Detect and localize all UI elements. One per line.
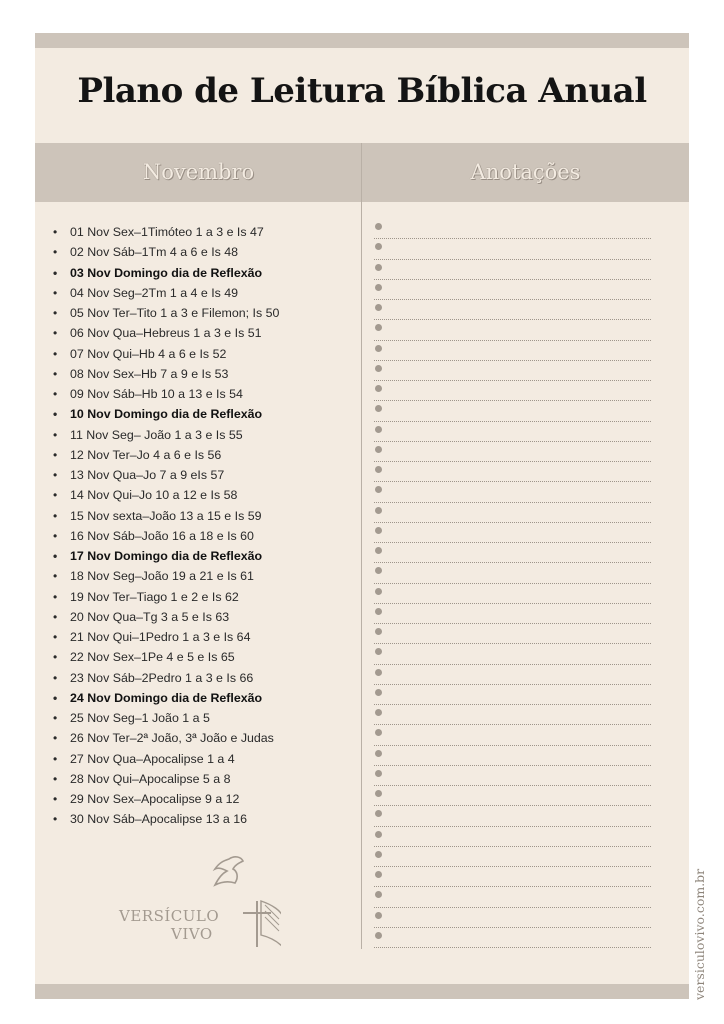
note-dot-icon [375, 527, 382, 534]
note-line[interactable] [374, 584, 651, 604]
bullet-icon: • [53, 731, 58, 746]
reading-item [53, 364, 353, 384]
note-dot-icon [375, 871, 382, 878]
note-dot-icon [375, 284, 382, 291]
reading-item [53, 485, 353, 505]
reading-item [53, 263, 353, 283]
note-dot-icon [375, 932, 382, 939]
top-band [35, 33, 689, 48]
bullet-icon: • [53, 549, 58, 563]
reading-text: 11 Nov Seg– João 1 a 3 e Is 55 [70, 427, 243, 442]
column-header-row [35, 143, 689, 202]
bullet-icon: • [53, 670, 58, 685]
bullet-icon: • [53, 387, 58, 401]
bullet-icon: • [53, 812, 58, 827]
note-dot-icon [375, 669, 382, 676]
note-dot-icon [375, 912, 382, 919]
note-dot-icon [375, 891, 382, 898]
bullet-icon: • [53, 589, 58, 604]
reading-item [53, 668, 353, 688]
reading-item [53, 404, 353, 424]
bullet-icon: • [53, 366, 58, 381]
reading-text: 02 Nov Sáb–1Tm 4 a 6 e Is 48 [70, 245, 239, 260]
notes-header: Anotações [470, 160, 581, 184]
reading-text: 17 Nov Domingo dia de Reflexão [70, 549, 263, 563]
note-dot-icon [375, 365, 382, 372]
note-line[interactable] [374, 827, 651, 847]
note-dot-icon [375, 507, 382, 514]
bullet-icon: • [53, 630, 58, 644]
note-line[interactable] [374, 260, 651, 280]
bullet-icon: • [53, 245, 58, 260]
reading-item [53, 546, 353, 566]
note-line[interactable] [374, 624, 651, 644]
note-line[interactable] [374, 543, 651, 563]
reading-item [53, 809, 353, 829]
reading-item [53, 323, 353, 343]
reading-text: 27 Nov Qua–Apocalipse 1 a 4 [70, 751, 235, 766]
note-dot-icon [375, 385, 382, 392]
note-dot-icon [375, 324, 382, 331]
note-dot-icon [375, 831, 382, 838]
reading-item [53, 344, 353, 364]
note-line[interactable] [374, 928, 651, 948]
bullet-icon: • [53, 447, 58, 462]
note-line[interactable] [374, 604, 651, 624]
reading-text: 04 Nov Seg–2Tm 1 a 4 e Is 49 [70, 285, 239, 300]
reading-item [53, 728, 353, 748]
reading-text: 26 Nov Ter–2ª João, 3ª João e Judas [70, 731, 274, 746]
reading-item [53, 303, 353, 323]
reading-list [53, 222, 353, 830]
notes-area [374, 219, 651, 948]
reading-text: 01 Nov Sex–1Timóteo 1 a 3 e Is 47 [70, 225, 264, 239]
bullet-icon: • [53, 508, 58, 523]
bullet-icon: • [53, 690, 58, 705]
note-dot-icon [375, 648, 382, 655]
note-dot-icon [375, 770, 382, 777]
reading-text: 18 Nov Seg–João 19 a 21 e Is 61 [70, 569, 254, 584]
note-line[interactable] [374, 563, 651, 583]
bullet-icon: • [53, 306, 58, 320]
reading-text: 23 Nov Sáb–2Pedro 1 a 3 e Is 66 [70, 670, 254, 685]
logo [111, 851, 281, 951]
note-line[interactable] [374, 341, 651, 361]
bullet-icon: • [53, 792, 58, 806]
reading-text: 24 Nov Domingo dia de Reflexão [70, 690, 263, 705]
bullet-icon: • [53, 751, 58, 766]
note-line[interactable] [374, 806, 651, 826]
note-dot-icon [375, 628, 382, 635]
note-line[interactable] [374, 381, 651, 401]
bullet-icon: • [53, 265, 58, 280]
note-line[interactable] [374, 361, 651, 381]
note-dot-icon [375, 466, 382, 473]
reading-item [53, 506, 353, 526]
bullet-icon: • [53, 488, 58, 503]
note-line[interactable] [374, 280, 651, 300]
reading-item [53, 222, 353, 242]
note-dot-icon [375, 223, 382, 230]
note-line[interactable] [374, 887, 651, 907]
reading-item [53, 526, 353, 546]
bullet-icon: • [53, 427, 58, 442]
reading-item [53, 708, 353, 728]
reading-item [53, 749, 353, 769]
reading-text: 25 Nov Seg–1 João 1 a 5 [70, 711, 210, 725]
reading-item [53, 242, 353, 262]
note-line[interactable] [374, 523, 651, 543]
note-dot-icon [375, 446, 382, 453]
note-line[interactable] [374, 725, 651, 745]
reading-text: 28 Nov Qui–Apocalipse 5 a 8 [70, 771, 231, 786]
note-line[interactable] [374, 705, 651, 725]
note-dot-icon [375, 405, 382, 412]
reading-text: 30 Nov Sáb–Apocalipse 13 a 16 [70, 812, 248, 827]
note-line[interactable] [374, 665, 651, 685]
reading-item [53, 769, 353, 789]
bullet-icon: • [53, 711, 58, 725]
bullet-icon: • [53, 326, 58, 341]
note-dot-icon [375, 689, 382, 696]
note-line[interactable] [374, 786, 651, 806]
logo-text-line2: VIVO [171, 925, 213, 943]
reading-item [53, 688, 353, 708]
reading-text: 14 Nov Qui–Jo 10 a 12 e Is 58 [70, 488, 238, 503]
note-line[interactable] [374, 685, 651, 705]
reading-text: 15 Nov sexta–João 13 a 15 e Is 59 [70, 508, 262, 523]
note-line[interactable] [374, 867, 651, 887]
note-dot-icon [375, 426, 382, 433]
bullet-icon: • [53, 346, 58, 361]
reading-text: 29 Nov Sex–Apocalipse 9 a 12 [70, 792, 240, 806]
bullet-icon: • [53, 225, 58, 239]
website-watermark [690, 840, 710, 1000]
note-dot-icon [375, 790, 382, 797]
reading-text: 13 Nov Qua–Jo 7 a 9 eIs 57 [70, 468, 225, 482]
note-line[interactable] [374, 644, 651, 664]
bullet-icon: • [53, 468, 58, 482]
bullet-icon: • [53, 407, 58, 422]
bullet-icon: • [53, 285, 58, 300]
bottom-band [35, 984, 689, 999]
reading-text: 07 Nov Qui–Hb 4 a 6 e Is 52 [70, 346, 227, 361]
reading-text: 12 Nov Ter–Jo 4 a 6 e Is 56 [70, 447, 222, 462]
note-line[interactable] [374, 746, 651, 766]
bullet-icon: • [53, 609, 58, 624]
bullet-icon: • [53, 528, 58, 543]
note-line[interactable] [374, 239, 651, 259]
bullet-icon: • [53, 569, 58, 584]
note-line[interactable] [374, 300, 651, 320]
bullet-icon: • [53, 771, 58, 786]
reading-item [53, 445, 353, 465]
reading-item [53, 465, 353, 485]
note-dot-icon [375, 729, 382, 736]
note-line[interactable] [374, 422, 651, 442]
reading-item [53, 283, 353, 303]
reading-item [53, 789, 353, 809]
column-divider [361, 143, 362, 949]
reading-text: 08 Nov Sex–Hb 7 a 9 e Is 53 [70, 366, 229, 381]
note-line[interactable] [374, 320, 651, 340]
reading-item [53, 384, 353, 404]
note-dot-icon [375, 810, 382, 817]
reading-item [53, 627, 353, 647]
note-dot-icon [375, 588, 382, 595]
reading-text: 16 Nov Sáb–João 16 a 18 e Is 60 [70, 528, 254, 543]
reading-text: 05 Nov Ter–Tito 1 a 3 e Filemon; Is 50 [70, 306, 280, 320]
reading-text: 20 Nov Qua–Tg 3 a 5 e Is 63 [70, 609, 230, 624]
note-line[interactable] [374, 503, 651, 523]
reading-text: 19 Nov Ter–Tiago 1 e 2 e Is 62 [70, 589, 239, 604]
note-dot-icon [375, 486, 382, 493]
note-dot-icon [375, 304, 382, 311]
reading-text: 22 Nov Sex–1Pe 4 e 5 e Is 65 [70, 650, 235, 665]
note-dot-icon [375, 264, 382, 271]
note-line[interactable] [374, 462, 651, 482]
reading-text: 21 Nov Qui–1Pedro 1 a 3 e Is 64 [70, 630, 251, 644]
month-header: Novembro [142, 160, 255, 184]
website-text: versiculovivo.com.br [692, 868, 707, 1000]
reading-item [53, 607, 353, 627]
reading-text: 03 Nov Domingo dia de Reflexão [70, 265, 263, 280]
reading-item [53, 647, 353, 667]
note-dot-icon [375, 243, 382, 250]
note-dot-icon [375, 709, 382, 716]
note-line[interactable] [374, 766, 651, 786]
reading-text: 10 Nov Domingo dia de Reflexão [70, 407, 263, 422]
page-title: Plano de Leitura Bíblica Anual [77, 71, 647, 111]
note-line[interactable] [374, 401, 651, 421]
bullet-icon: • [53, 650, 58, 665]
reading-item [53, 425, 353, 445]
note-line[interactable] [374, 482, 651, 502]
logo-text-line1: VERSÍCULO [119, 907, 220, 925]
note-line[interactable] [374, 442, 651, 462]
note-dot-icon [375, 547, 382, 554]
note-dot-icon [375, 345, 382, 352]
note-dot-icon [375, 567, 382, 574]
note-line[interactable] [374, 908, 651, 928]
reading-text: 06 Nov Qua–Hebreus 1 a 3 e Is 51 [70, 326, 262, 341]
note-dot-icon [375, 750, 382, 757]
note-line[interactable] [374, 847, 651, 867]
reading-text: 09 Nov Sáb–Hb 10 a 13 e Is 54 [70, 387, 243, 401]
note-dot-icon [375, 608, 382, 615]
note-line[interactable] [374, 219, 651, 239]
reading-item [53, 566, 353, 586]
reading-plan-sheet [35, 33, 689, 999]
reading-item [53, 587, 353, 607]
note-dot-icon [375, 851, 382, 858]
